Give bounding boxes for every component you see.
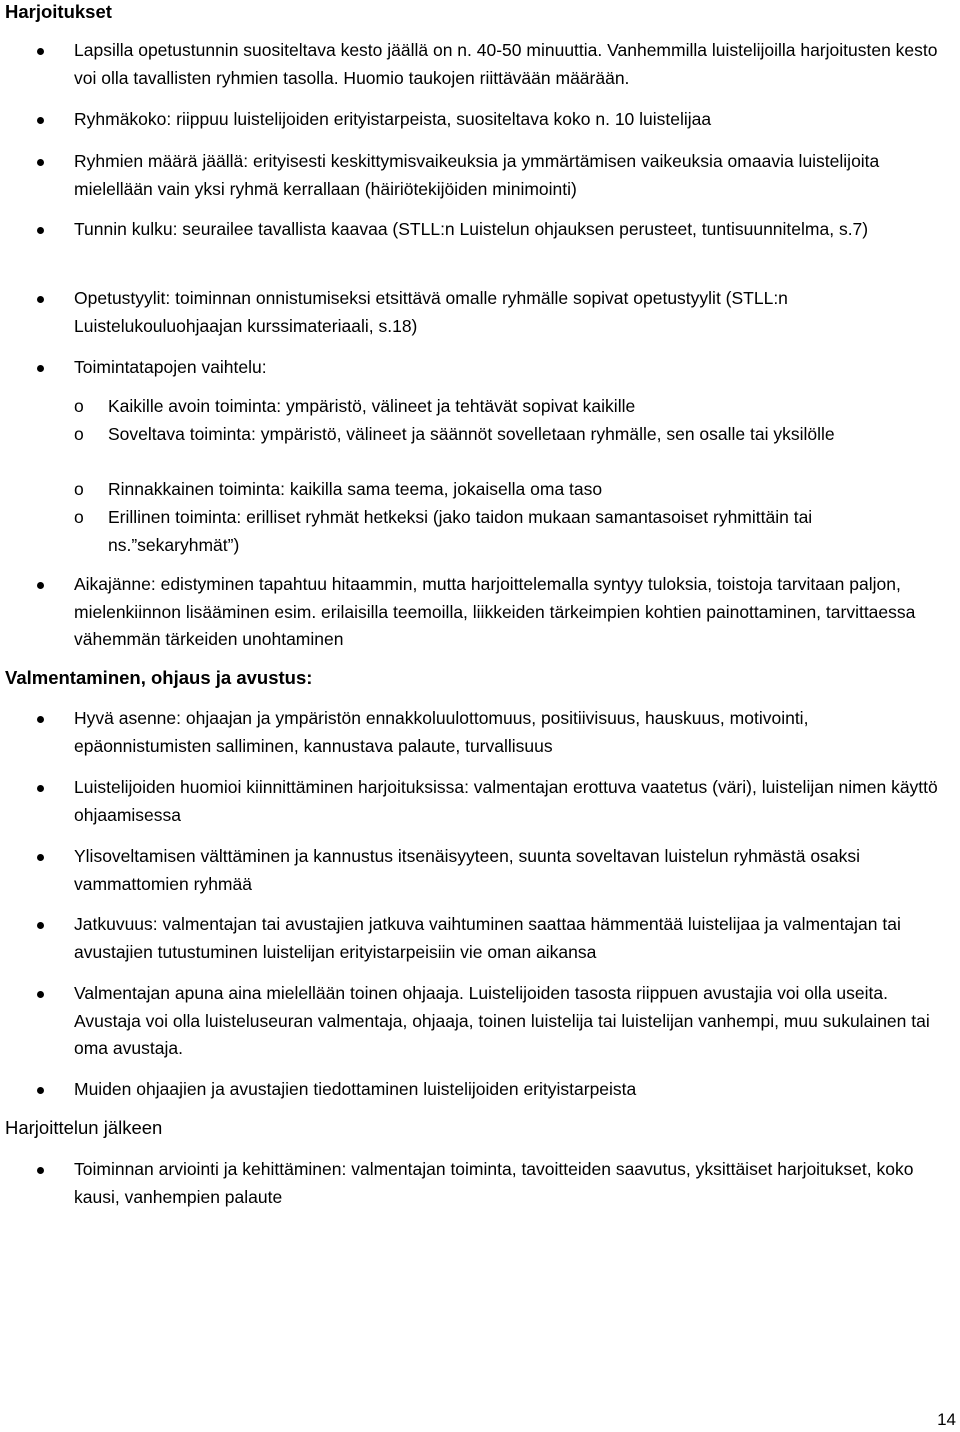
circle-bullet-icon: o bbox=[74, 507, 84, 527]
list-item: Ryhmäkoko: riippuu luistelijoiden erityistarpeista, suositeltava koko n. 10 luistelijaa bbox=[0, 106, 960, 134]
list-item: Jatkuvuus: valmentajan tai avustajien jatkuva vaihtuminen saattaa hämmentää luistelijaa ja valmentajan tai avustajien tutustuminen luistelijan erityistarpeisiin vie oman aikansa bbox=[0, 911, 960, 966]
list-item: Luistelijoiden huomioi kiinnittäminen harjoituksissa: valmentajan erottuva vaatetus (väri), luistelijan nimen käyttö ohjaamisessa bbox=[0, 774, 960, 829]
circle-bullet-icon: o bbox=[74, 479, 84, 499]
circle-bullet-icon: o bbox=[74, 424, 84, 444]
sub-list-item: o Rinnakkainen toiminta: kaikilla sama teema, jokaisella oma taso bbox=[0, 476, 960, 504]
list-item: Tunnin kulku: seurailee tavallista kaavaa (STLL:n Luistelun ohjauksen perusteet, tuntisuunnitelma, s.7) bbox=[0, 216, 960, 244]
list-item: Ylisoveltamisen välttäminen ja kannustus itsenäisyyteen, suunta soveltavan luistelun ryhmästä osaksi vammattomien ryhmää bbox=[0, 843, 960, 898]
sub-list-item: o Erillinen toiminta: erilliset ryhmät hetkeksi (jako taidon mukaan samantasoiset ryhmittäin tai ns.”sekaryhmät”) bbox=[0, 504, 960, 559]
bullet-icon bbox=[37, 582, 44, 589]
heading-harjoittelun-jalkeen: Harjoittelun jälkeen bbox=[5, 1117, 163, 1138]
bullet-icon bbox=[37, 1167, 44, 1174]
bullet-icon bbox=[37, 991, 44, 998]
list-item: Toimintatapojen vaihtelu: bbox=[0, 354, 960, 382]
bullet-icon bbox=[37, 159, 44, 166]
heading-harjoitukset: Harjoitukset bbox=[5, 1, 112, 22]
sub-list-item: o Kaikille avoin toiminta: ympäristö, välineet ja tehtävät sopivat kaikille bbox=[0, 393, 960, 421]
bullet-icon bbox=[37, 48, 44, 55]
bullet-icon bbox=[37, 854, 44, 861]
sub-list-item: o Soveltava toiminta: ympäristö, välineet ja säännöt sovelletaan ryhmälle, sen osalle tai yksilölle bbox=[0, 421, 960, 449]
circle-bullet-icon: o bbox=[74, 396, 84, 416]
list-item: Opetustyylit: toiminnan onnistumiseksi etsittävä omalle ryhmälle sopivat opetustyylit (STLL:n Luistelukouluohjaajan kurssimateriaali, s.18) bbox=[0, 285, 960, 340]
heading-valmentaminen: Valmentaminen, ohjaus ja avustus: bbox=[5, 667, 313, 688]
bullet-icon bbox=[37, 296, 44, 303]
bullet-icon bbox=[37, 716, 44, 723]
bullet-icon bbox=[37, 785, 44, 792]
bullet-icon bbox=[37, 922, 44, 929]
list-item: Ryhmien määrä jäällä: erityisesti keskittymisvaikeuksia ja ymmärtämisen vaikeuksia omaavia luistelijoita mielellään vain yksi ryhmä kerrallaan (häiriötekijöiden minimointi) bbox=[0, 148, 960, 203]
list-item: Hyvä asenne: ohjaajan ja ympäristön ennakkoluulottomuus, positiivisuus, hauskuus, motivointi, epäonnistumisten salliminen, kannustava palaute, turvallisuus bbox=[0, 705, 960, 760]
list-item: Valmentajan apuna aina mielellään toinen ohjaaja. Luistelijoiden tasosta riippuen avustajia voi olla useita. Avustaja voi olla luisteluseuran valmentaja, ohjaaja, toinen luistelija tai luistelijan vanhempi, muu sukulainen tai oma avustaja. bbox=[0, 980, 960, 1063]
list-item: Muiden ohjaajien ja avustajien tiedottaminen luistelijoiden erityistarpeista bbox=[0, 1076, 960, 1104]
list-item: Aikajänne: edistyminen tapahtuu hitaammin, mutta harjoittelemalla syntyy tuloksia, toistoja tarvitaan paljon, mielenkiinnon lisääminen esim. erilaisilla teemoilla, liikkeiden tärkeimpien kohtien painottaminen, tarvittaessa vähemmän tärkeiden unohtaminen bbox=[0, 571, 960, 654]
list-item: Lapsilla opetustunnin suositeltava kesto jäällä on n. 40-50 minuuttia. Vanhemmilla luistelijoilla harjoitusten kesto voi olla tavallisten ryhmien tasolla. Huomio taukojen riittävään määrään. bbox=[0, 37, 960, 92]
bullet-icon bbox=[37, 117, 44, 124]
bullet-icon bbox=[37, 227, 44, 234]
list-item: Toiminnan arviointi ja kehittäminen: valmentajan toiminta, tavoitteiden saavutus, yksittäiset harjoitukset, koko kausi, vanhempien palaute bbox=[0, 1156, 960, 1211]
page-number: 14 bbox=[937, 1410, 956, 1429]
bullet-icon bbox=[37, 365, 44, 372]
bullet-icon bbox=[37, 1087, 44, 1094]
